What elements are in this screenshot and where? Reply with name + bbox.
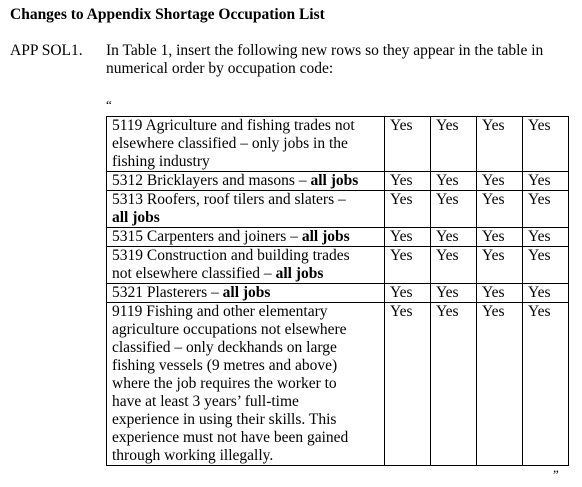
open-quote: “ bbox=[106, 97, 112, 112]
yes-cell: Yes bbox=[431, 191, 477, 228]
occupation-description-line bbox=[112, 375, 384, 393]
description-text: classified – only deckhands on large bbox=[112, 339, 337, 356]
occupation-description-line bbox=[112, 247, 384, 265]
yes-cell: Yes bbox=[385, 191, 431, 228]
occupation-description-line bbox=[112, 191, 384, 209]
description-bold-text: all jobs bbox=[222, 284, 271, 301]
yes-cell: Yes bbox=[431, 172, 477, 191]
occupation-description-line bbox=[112, 357, 384, 375]
occupation-description-cell bbox=[107, 117, 385, 172]
paragraph-text: In Table 1, insert the following new rows so they appear in the table in numerical order by occupation code: bbox=[106, 42, 544, 77]
yes-cell: Yes bbox=[523, 284, 569, 303]
yes-cell: Yes bbox=[385, 117, 431, 172]
yes-cell: Yes bbox=[523, 117, 569, 172]
description-bold-text: all jobs bbox=[310, 172, 359, 189]
yes-cell: Yes bbox=[523, 303, 569, 466]
table-row bbox=[107, 172, 569, 191]
yes-cell: Yes bbox=[477, 303, 523, 466]
description-bold-text: all jobs bbox=[112, 209, 160, 226]
yes-cell: Yes bbox=[385, 303, 431, 466]
yes-cell: Yes bbox=[523, 228, 569, 247]
occupation-description-line bbox=[112, 339, 384, 357]
section-heading: Changes to Appendix Shortage Occupation List bbox=[10, 6, 325, 23]
yes-cell: Yes bbox=[431, 228, 477, 247]
description-text: where the job requires the worker to bbox=[112, 375, 337, 392]
paragraph-label: APP SOL1. bbox=[10, 42, 83, 59]
occupation-description-line bbox=[112, 303, 384, 321]
description-text: 5312 Bricklayers and masons – bbox=[112, 172, 311, 189]
table-row bbox=[107, 191, 569, 228]
description-bold-text: all jobs bbox=[301, 228, 350, 245]
yes-cell: Yes bbox=[477, 191, 523, 228]
description-text: 9119 Fishing and other elementary bbox=[112, 303, 328, 320]
description-text: through working illegally. bbox=[112, 447, 274, 464]
yes-cell: Yes bbox=[523, 172, 569, 191]
occupation-description-cell bbox=[107, 228, 385, 247]
description-text: elsewhere classified – only jobs in the bbox=[112, 135, 348, 152]
yes-cell: Yes bbox=[431, 303, 477, 466]
description-text: 5313 Roofers, roof tilers and slaters – bbox=[112, 191, 346, 208]
occupation-description-line bbox=[112, 321, 384, 339]
description-bold-text: all jobs bbox=[275, 265, 324, 282]
yes-cell: Yes bbox=[477, 172, 523, 191]
yes-cell: Yes bbox=[431, 247, 477, 284]
occupation-description-line bbox=[112, 209, 384, 227]
description-text: 5315 Carpenters and joiners – bbox=[112, 228, 302, 245]
description-text: fishing vessels (9 metres and above) bbox=[112, 357, 338, 374]
description-text: 5321 Plasterers – bbox=[112, 284, 223, 301]
occupation-description-line bbox=[112, 411, 384, 429]
yes-cell: Yes bbox=[523, 247, 569, 284]
table-row bbox=[107, 117, 569, 172]
occupation-description-cell bbox=[107, 284, 385, 303]
yes-cell: Yes bbox=[477, 117, 523, 172]
yes-cell: Yes bbox=[477, 247, 523, 284]
description-text: have at least 3 years’ full-time bbox=[112, 393, 299, 410]
yes-cell: Yes bbox=[523, 191, 569, 228]
yes-cell: Yes bbox=[385, 228, 431, 247]
close-quote: ” bbox=[553, 467, 559, 482]
description-text: 5119 Agriculture and fishing trades not bbox=[112, 117, 355, 134]
occupation-description-cell bbox=[107, 172, 385, 191]
yes-cell: Yes bbox=[477, 284, 523, 303]
occupation-description-cell bbox=[107, 247, 385, 284]
description-text: not elsewhere classified – bbox=[112, 265, 276, 282]
occupation-description-line bbox=[112, 135, 384, 153]
occupation-table-body bbox=[107, 117, 569, 466]
yes-cell: Yes bbox=[385, 247, 431, 284]
yes-cell: Yes bbox=[431, 284, 477, 303]
yes-cell: Yes bbox=[385, 284, 431, 303]
occupation-description-line bbox=[112, 172, 384, 190]
yes-cell: Yes bbox=[385, 172, 431, 191]
occupation-table bbox=[106, 116, 569, 466]
occupation-description-cell bbox=[107, 191, 385, 228]
table-row bbox=[107, 284, 569, 303]
table-row bbox=[107, 228, 569, 247]
description-text: agriculture occupations not elsewhere bbox=[112, 321, 347, 338]
table-row bbox=[107, 303, 569, 466]
yes-cell: Yes bbox=[477, 228, 523, 247]
yes-cell: Yes bbox=[431, 117, 477, 172]
occupation-description-line bbox=[112, 153, 384, 171]
occupation-description-line bbox=[112, 447, 384, 465]
occupation-description-line bbox=[112, 265, 384, 283]
description-text: 5319 Construction and building trades bbox=[112, 247, 350, 264]
occupation-description-line bbox=[112, 393, 384, 411]
description-text: experience in using their skills. This bbox=[112, 411, 337, 428]
description-text: experience must not have been gained bbox=[112, 429, 349, 446]
occupation-description-line bbox=[112, 117, 384, 135]
occupation-description-line bbox=[112, 228, 384, 246]
occupation-description-line bbox=[112, 284, 384, 302]
description-text: fishing industry bbox=[112, 153, 210, 170]
occupation-description-line bbox=[112, 429, 384, 447]
occupation-description-cell bbox=[107, 303, 385, 466]
table-row bbox=[107, 247, 569, 284]
